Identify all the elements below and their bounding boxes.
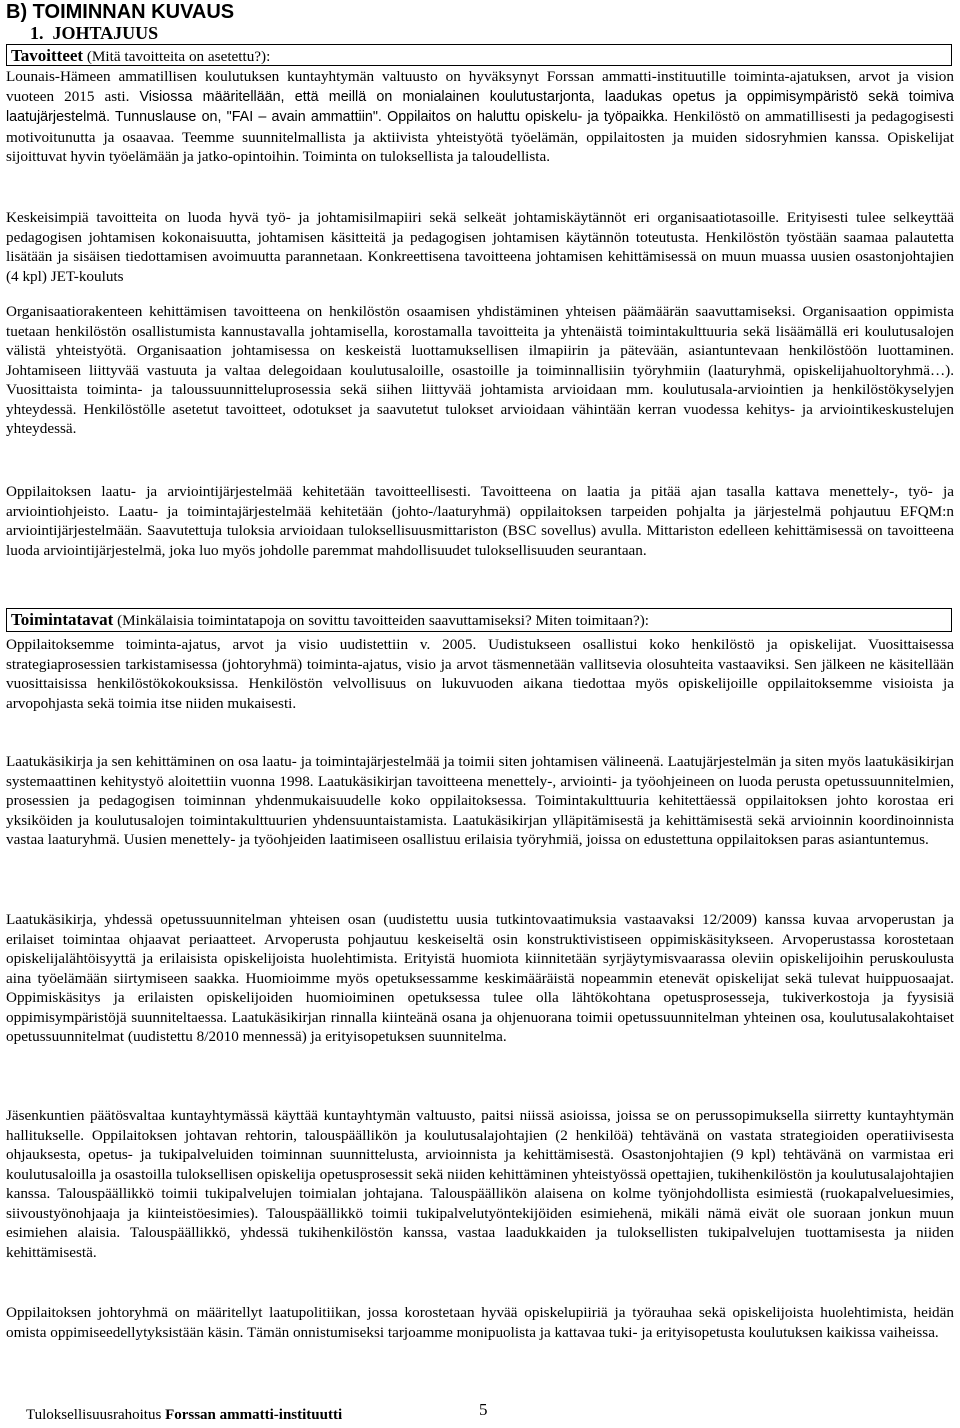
subsection-heading: 1. JOHTAJUUS: [30, 23, 159, 43]
page-footer: [26, 1406, 342, 1424]
toimintatavat-heading: Toimintatavat: [11, 610, 114, 629]
toimintatavat-paragraph-2: Laatukäsikirja ja sen kehittäminen on osa laatu- ja toimintajärjestelmää ja toimii siten johtamisen välineenä. Laatujärjestelmän ja siten myös laatukäsikirjan systemaattinen kehitystyö aloitettiin vuonna 1998. Laatukäsikirjan tavoitteena menettely-, arviointi- ja työohjeineen on luoda perusta opetussuunnitelmien, prosessien ja pedagogisen toiminnan yhdenmukaisuudelle koko oppilaitoksessa. Toimintakulttuuria kehitettäessä oppilaitoksen johto korostaa eri yksiköiden ja koulutusalojen toimintakulttuurien yhdensuuntaistamista. Laatukäsikirjan ylläpitämisestä ja kehittämisestä sekä arvioinnin koordinoinnista vastaa laaturyhmä. Uusien menettely- ja työohjeiden laatimiseen osallistuu erilaisia työryhmiä, joissa on edustettuna oppilaitoksen paras asiantuntemus.: [6, 753, 954, 848]
tavoitteet-paragraph-2: Keskeisimpiä tavoitteita on luoda hyvä työ- ja johtamisilmapiiri sekä selkeät johtamiskäytännöt eri organisaatiotasoille. Erityisesti tulee selkeyttää pedagogisen johtamisen kokonaisuutta, johtamisen käsitteitä ja pedagogisen johtamisen käytännön toteutusta. Henkilöstön työstään saamaa palautetta lisätään ja sisäisen tiedottamisen avoimuutta parannetaan. Konkreettisena tavoitteena johtamisen kehittämisessä on muun muassa uusien osastonjohtajien (4 kpl) JET-kouluts: [6, 209, 954, 285]
vision-text: Visiossa määritellään, että meillä on monialainen koulutustarjonta, laadukas opetus ja oppimisympäristö sekä toimiva laatujärjestelmä. Tunnuslause on, "FAI – avain ammattiin". Oppilaitos on haluttu opiskelu- ja työpaikka.: [6, 88, 955, 125]
tavoitteet-paragraph-3: Organisaatiorakenteen kehittämisen tavoitteena on henkilöstön osaamisen yhdistäminen yhteisen päämäärän saavuttamiseksi. Organisaation oppimista tuetaan henkilöstön osallistumista kannustavalla johtamisella, korostamalla tavoitteita ja yhtenäistä toimintakulttuuria sekä lisäämällä eri koulutusalojen välistä yhteistyötä. Organisaation johtamisessa on keskeistä luottamuksellisen ilmapiirin ja pätevään, asiantuntevaan henkilöstöön luottaminen. Johtamiseen liittyvää vastuuta ja valtaa delegoidaan koulutusaloille, osastoille ja toiminnallisiin työryhmiin (laaturyhmä, opiskelijahuoltoryhmä…). Vuosittaista toiminta- ja taloussuunnitteluprosessia sekä siihen liittyvää johtamista arvioidaan mm. koulutusala-arviointien ja henkilöstökyselyjen yhteydessä. Henkilöstölle asetetut tavoitteet, odotukset ja saavutetut tulokset arvioidaan vähintään kerran vuodessa kehitys- ja arviointikeskustelujen yhteydessä.: [6, 303, 954, 437]
page-number: 5: [479, 1400, 488, 1419]
toimintatavat-paragraph-3: Laatukäsikirja, yhdessä opetussuunnitelman yhteisen osan (uudistettu uusia tutkintovaatimuksia vastaavaksi 12/2009) kanssa kuvaa arvoperustan ja erilaiset toimintaa ohjaavat periaatteet. Arvoperusta pohjautuu keskeiseltä osin konstruktivistiseen oppimiskäsitykseen. Arvoperustassa korostetaan opiskelijalähtöisyyttä ja erilaisista opiskelijoista huolehtimista. Erityistä huomiota kiinnitetään syrjäytymisvaarassa oleviin opiskelijoihin peruskoulusta aina työelämään siirtymiseen saakka. Huomioimme myös opetuksessamme keskimääräistä nopeammin etenevät opiskelijat sekä tulevat huippuosaajat. Oppimiskäsitys ja erilaisten opiskelijoiden huomioiminen opetuksessa tulee olla lähtökohtana opetusprosesseja, tukiverkostoja ja fyysisiä oppimisympäristöjä suunniteltaessa. Laatukäsikirjan rinnalla kiinteänä osana ja ohjenuorana toimii opetussuunnitelman yhteinen osa, koulutusalakohtaiset opetussuunnitelmat (uudistettu 8/2010 mennessä) ja erityisopetuksen suunnitelma.: [6, 911, 954, 1045]
tavoitteet-heading-box: [6, 44, 952, 66]
tavoitteet-paragraph-1: Lounais-Hämeen ammatillisen koulutuksen kuntayhtymän valtuusto on hyväksynyt Forssan ammatti-instituutille toiminta-ajatuksen, arvot ja vision vuoteen 2015 asti. Visiossa määritellään, että meillä on monialainen koulutustarjonta, laadukas opetus ja oppimisympäristö sekä toimiva laatujärjestelmä. Tunnuslause on, "FAI – avain ammattiin". Oppilaitos on haluttu opiskelu- ja työpaikka. Henkilöstö on ammatillisesti ja pedagogisesti motivoitunutta ja osaavaa. Teemme suunnitelmallista ja aktiivista yhteistyötä työelämän, oppilaitosten ja muiden sidosryhmien kanssa. Opiskelijat sijoittuvat hyvin työelämään ja jatko-opintoihin. Toiminta on tuloksellista ja taloudellista.: [6, 68, 955, 165]
footer-institution: Forssan ammatti-instituutti: [165, 1407, 343, 1423]
toimintatavat-paragraph-5: Oppilaitoksen johtoryhmä on määritellyt laatupolitiikan, jossa korostetaan hyvää opiskelupiiriä ja työrauhaa sekä opiskelijoista huolehtimista, heidän omista oppimiseedellytyksistään käsin. Tämän onnistumiseksi tarjoamme monipuolista ja kattavaa tuki- ja erityisopetusta koulutuksen kaikissa vaiheissa.: [6, 1304, 954, 1341]
toimintatavat-paragraph-4: Jäsenkuntien päätösvaltaa kuntayhtymässä käyttää kuntayhtymän valtuusto, paitsi niissä asioissa, joissa se on perussopimuksella siirretty kuntayhtymän hallitukselle. Oppilaitoksen johtavan rehtorin, talouspäällikön ja koulutusalajohtajien (2 henkilöä) tehtävänä on vastata strategioiden operatiivisesta ohjauksesta, opetus- ja tukipalveluiden toiminnan suunnittelusta, arvioinnista ja kehittämisestä. Osastonjohtajien (9 kpl) tehtävänä on varmistaa eri koulutusaloilla ja osastoilla tuloksellisen opiskelija opetusprosessit sekä niiden kehittäminen yhteistyössä opettajien, tukihenkilöstön ja koulutusalajohtajien kanssa. Talouspäällikkö toimii tukipalvelujen toimialan johtajana. Talouspäällikön alaisena on kolme työnjohdollista esimiestä (ruokapalveluesimies, siivoustyönohjaaja ja kiinteistöesimies). Talouspäällikkö toimii tukipalvelutyöntekijöiden esimiehenä, mikäli nämä eivät ole suoraan jonkun muun esimiehen alaisia. Talouspäällikkö, yhdessä tukihenkilöstön kanssa, vastaa laadukkaiden ja tuloksellisten tukipalvelujen tuottamisesta ja niiden kehittämisestä.: [6, 1107, 954, 1261]
toimintatavat-paragraph-1: Oppilaitoksemme toiminta-ajatus, arvot ja visio uudistettiin v. 2005. Uudistukseen osallistui koko henkilöstö ja opiskelijat. Vuosittaisessa strategiaprosessien tarkistamisessa (johtoryhmä) toiminta-ajatus, visio ja arvot täsmennetään vallitsevia olosuhteita vastaaviksi. Sen jälkeen ne käsitellään vuosittaisissa henkilöstökokouksissa. Henkilöstön velvollisuus on lukuvuoden aikana tiedottaa myös opiskelijoille oppilaitoksemme visioista ja arvopohjasta sekä toimia itse niiden mukaisesti.: [6, 636, 954, 712]
section-heading: B) TOIMINNAN KUVAUS: [6, 1, 235, 23]
tavoitteet-heading: Tavoitteet: [11, 46, 84, 65]
footer-program: Tuloksellisuusrahoitus: [26, 1407, 162, 1423]
toimintatavat-heading-box: [6, 608, 952, 632]
tavoitteet-paragraph-4: Oppilaitoksen laatu- ja arviointijärjestelmää kehitetään tavoitteellisesti. Tavoitteena on laatia ja pitää ajan tasalla kattava menettely-, työ- ja arviointiohjeisto. Laatu- ja toimintajärjestelmää kehitetään (johto-/laaturyhmä) oppilaitoksen tarpeiden pohjalta ja järjestelmä pohjautuu EFQM:n arviointijärjestelmään. Saavutettuja tuloksia arvioidaan tuloksellisuusmittariston (BSC sovellus) avulla. Mittariston edelleen kehittämisessä on tavoitteena luoda arviointijärjestelmä, joka luo myös johdolle paremmat mahdollisuudet tuloksellisuuden seurantaan.: [6, 483, 954, 559]
toimintatavat-hint: (Minkälaisia toimintatapoja on sovittu tavoitteiden saavuttamiseksi? Miten toimitaan?):: [113, 612, 649, 629]
tavoitteet-hint: (Mitä tavoitteita on asetettu?):: [83, 48, 271, 65]
